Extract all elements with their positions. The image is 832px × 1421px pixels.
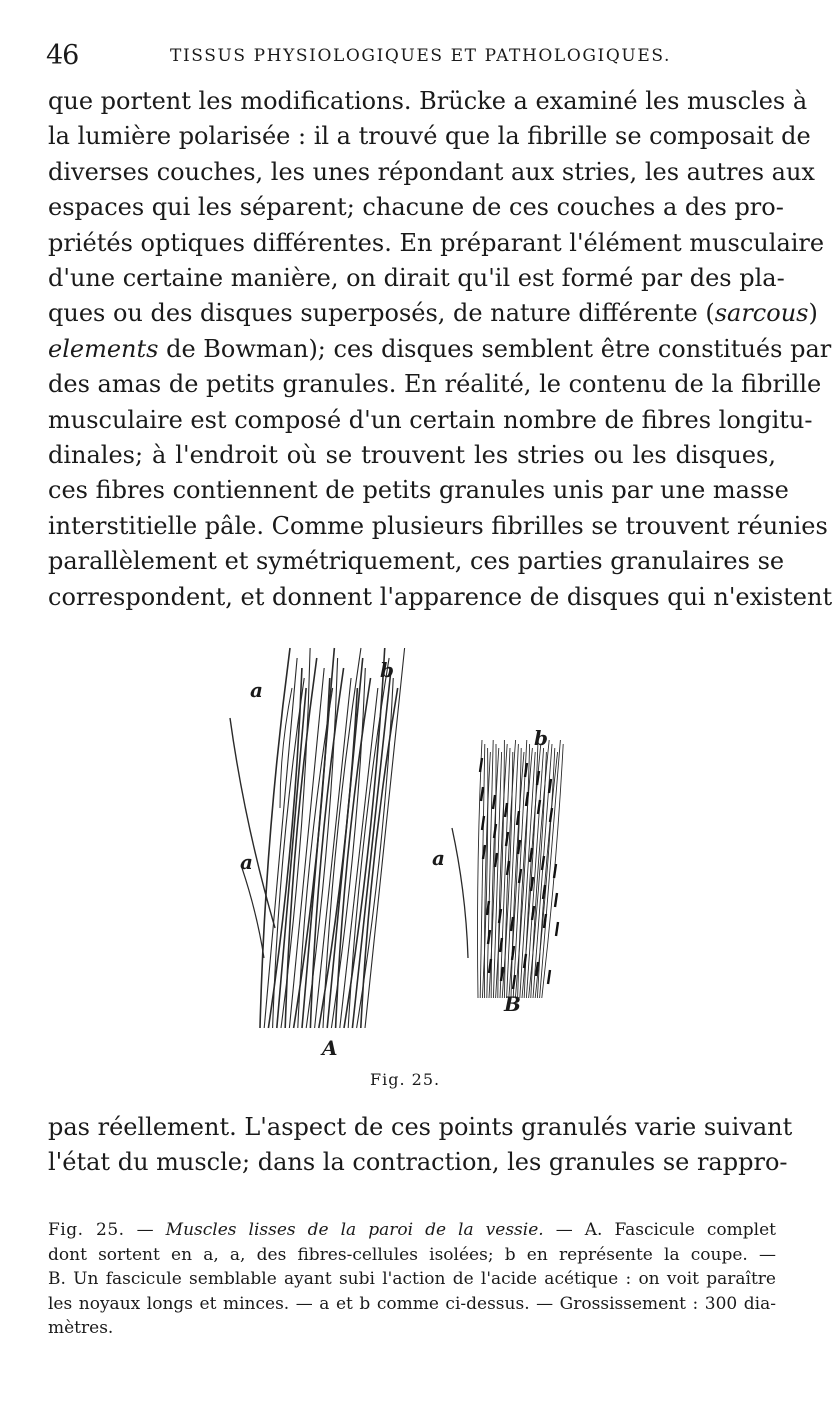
body-line: des amas de petits granules. En réalité, le contenu de la fibrille xyxy=(48,370,822,399)
legend-line-last: mètres. xyxy=(48,1318,114,1339)
nucleus-mark xyxy=(548,970,550,984)
body-line: espaces qui les séparent; chacune de ces couches a des pro- xyxy=(48,193,784,222)
nucleus-mark xyxy=(493,795,495,809)
fascicle-a-drawing xyxy=(230,648,405,1028)
nucleus-mark xyxy=(554,864,556,878)
fibre-stroke xyxy=(268,668,302,1028)
body-line: dinales; à l'endroit où se trouvent les stries ou les disques, xyxy=(48,441,776,470)
fascicle-b-drawing xyxy=(452,740,563,998)
legend-line: les noyaux longs et minces. — a et b comme ci-dessus. — Grossissement : 300 dia- xyxy=(48,1293,776,1314)
fibre-stroke xyxy=(302,648,334,1028)
figure-legend xyxy=(48,1218,776,1341)
nucleus-mark xyxy=(481,787,483,801)
fibre-stroke xyxy=(498,744,507,998)
body-line-elements xyxy=(48,332,832,367)
figure-letter-a: a xyxy=(432,846,445,870)
figure-letter-a: a xyxy=(240,850,253,874)
body-line: que portent les modifications. Brücke a examiné les muscles à xyxy=(48,87,808,115)
paren-close: ) xyxy=(808,299,818,328)
body-line-text: de Bowman); ces disques semblent être constitués par xyxy=(158,334,832,363)
nucleus-mark xyxy=(537,771,539,785)
fibre-stroke xyxy=(230,718,275,928)
body-line: parallèlement et symétriquement, ces parties granulaires se xyxy=(48,547,785,576)
body-line: l'état du muscle; dans la contraction, les granules se rappro- xyxy=(48,1148,788,1177)
body-line: pas réellement. L'aspect de ces points granulés varie suivant xyxy=(48,1113,793,1141)
body-line-text: ques ou des disques superposés, de nature différente ( xyxy=(48,299,715,328)
legend-text: — A. Fascicule complet xyxy=(543,1220,776,1240)
body-line: interstitielle pâle. Comme plusieurs fibrilles se trouvent réunies xyxy=(48,511,828,540)
body-text-continued xyxy=(48,1110,793,1181)
body-line: correspondent, et donnent l'apparence de disques qui n'existent xyxy=(48,582,832,611)
figure-letter-b: b xyxy=(380,658,394,682)
nucleus-mark xyxy=(556,922,558,936)
fibre-stroke xyxy=(281,648,310,1028)
figure-letter-A: A xyxy=(322,1036,338,1060)
fibre-stroke xyxy=(242,868,264,958)
body-line: diverses couches, les unes répondant aux stries, les autres aux xyxy=(48,157,815,186)
body-line: ces fibres contiennent de petits granules unis par une masse xyxy=(48,476,789,505)
figure-letter-B: B xyxy=(504,992,521,1016)
figure-letter-a: a xyxy=(250,678,263,702)
nucleus-mark xyxy=(542,856,544,870)
body-line-sarcous xyxy=(48,296,818,331)
nucleus-mark xyxy=(480,758,482,772)
page-number: 46 xyxy=(46,40,79,71)
legend-line: dont sortent en a, a, des fibres-cellules isolées; b en représente la coupe. — xyxy=(48,1244,776,1265)
nucleus-mark xyxy=(513,975,515,989)
fibre-stroke xyxy=(365,648,405,1028)
italic-term: elements xyxy=(48,334,159,363)
nucleus-mark xyxy=(555,893,557,907)
figure-illustration xyxy=(220,628,580,1068)
figure-letter-b: b xyxy=(534,726,548,750)
figure-25 xyxy=(220,628,580,1088)
body-line: la lumière polarisée : il a trouvé que la fibrille se composait de xyxy=(48,122,811,151)
figure-label: Fig. 25. xyxy=(370,1070,441,1089)
fibre-stroke xyxy=(452,828,468,958)
italic-term: sarcous xyxy=(714,299,809,328)
body-text xyxy=(48,84,832,615)
nucleus-mark xyxy=(538,800,540,814)
nucleus-mark xyxy=(519,869,521,883)
nucleus-mark xyxy=(505,803,507,817)
legend-line: Fig. 25. — Muscles lisses de la paroi de la vessie. — A. Fascicule complet xyxy=(48,1220,776,1240)
body-line: priétés optiques différentes. En préparant l'élément musculaire xyxy=(48,228,825,257)
nucleus-mark xyxy=(550,808,552,822)
fibre-stroke xyxy=(340,688,378,1028)
running-head xyxy=(0,40,800,70)
legend-line: B. Un fascicule semblable ayant subi l'action de l'acide acétique : on voit paraître xyxy=(48,1269,776,1290)
body-line: d'une certaine manière, on dirait qu'il est formé par des pla- xyxy=(48,264,785,293)
nucleus-mark xyxy=(530,848,532,862)
running-title: TISSUS PHYSIOLOGIQUES ET PATHOLOGIQUES. xyxy=(170,46,671,66)
legend-title: Muscles lisses de la paroi de la vessie. xyxy=(165,1220,544,1240)
fibre-stroke xyxy=(327,658,363,1028)
body-line: musculaire est composé d'un certain nombre de fibres longitu- xyxy=(48,405,813,434)
fibre-stroke xyxy=(352,668,391,1028)
nucleus-mark xyxy=(507,861,509,875)
legend-fig-number: Fig. 25. xyxy=(48,1220,125,1240)
